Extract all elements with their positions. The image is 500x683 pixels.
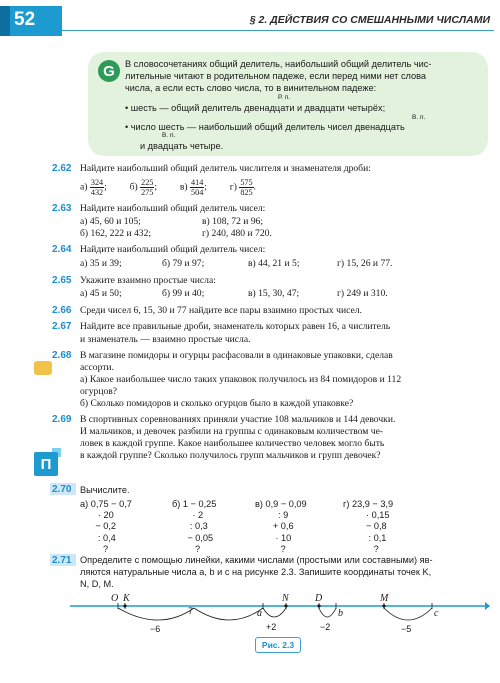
problem-2-70-a: а) 0,75 − 0,7 · 20 − 0,2 : 0,4 ? (80, 499, 132, 554)
arc-label-minus-5: −5 (401, 624, 412, 634)
label-o: O (111, 593, 119, 604)
point-k (123, 604, 126, 607)
figure-caption: Рис. 2.3 (255, 637, 301, 653)
problem-number-2-71: 2.71 (52, 555, 72, 566)
problem-2-63-text: Найдите наибольший общий делитель чисел: (80, 203, 266, 214)
problem-2-71-line-2: ляются натуральные числа a, b и c на рисунке 2.3. Запишите координаты точек K, (80, 567, 432, 577)
rule-line-6: и двадцать четыре. (140, 141, 224, 151)
rule-line-5: • число шесть — наибольший общий делитель чисел двенадцать (125, 122, 405, 132)
problem-2-67-line-2: и знаменатель — взаимно простые числа. (80, 334, 251, 345)
case-mark-2: В. п. (412, 114, 426, 121)
problem-number-2-65: 2.65 (52, 275, 72, 286)
section-title: § 2. ДЕЙСТВИЯ СО СМЕШАННЫМИ ЧИСЛАМИ (249, 14, 490, 26)
problem-2-71-line-1: Определите с помощью линейки, какими числами (простыми или составными) яв- (80, 555, 433, 565)
label-a: a (257, 608, 262, 619)
problem-number-2-66: 2.66 (52, 305, 72, 316)
case-mark-3: В. п. (162, 132, 176, 139)
problem-2-65-g: г) 249 и 310. (337, 288, 388, 299)
problem-2-62-fractions: а) $\frac{324}{432}$ ; б) $\frac{225}{275}$ ; в) $\frac{414}{504}$ ; г) $\frac{575}{825}$ . (80, 178, 257, 197)
case-mark-1: Р. п. (278, 94, 291, 101)
label-m: M (380, 593, 389, 604)
label-d: D (315, 593, 323, 604)
label-k: K (123, 593, 130, 604)
problem-2-68-line-5: б) Сколько помидоров и сколько огурцов было в каждой упаковке? (80, 398, 354, 409)
problem-2-64-a: а) 35 и 39; (80, 258, 122, 269)
label-b: b (338, 608, 343, 619)
problem-2-68-line-4: огурцов? (80, 386, 118, 397)
problem-2-65-text: Укажите взаимно простые числа: (80, 275, 216, 286)
rule-g-icon: G (98, 60, 120, 82)
problem-number-2-67: 2.67 (52, 321, 72, 332)
problem-2-68-line-3: а) Какое наибольшее число таких упаковок получилось из 84 помидоров и 112 (80, 374, 402, 385)
problem-2-65-a: а) 45 и 50; (80, 288, 122, 299)
problem-2-69-line-2: И мальчиков, и девочек разбили на группы с одинаковым количеством че- (80, 426, 384, 437)
problem-2-69-line-3: ловек в каждой группе. Какое наибольшее количество человек могло быть (80, 438, 385, 449)
problem-2-63-v: в) 108, 72 и 96; (202, 216, 264, 227)
problem-2-64-g: г) 15, 26 и 77. (337, 258, 393, 269)
problem-2-70-v: в) 0,9 − 0,09 : 9 + 0,6 · 10 ? (255, 499, 307, 554)
point-n (284, 604, 287, 607)
rule-line-4: • шесть — общий делитель двенадцати и двадцати четырёх; (125, 103, 386, 113)
problem-number-2-68: 2.68 (52, 350, 72, 361)
axis-arrow-icon (485, 602, 490, 610)
problem-2-68-line-1: В магазине помидоры и огурцы расфасовали в одинаковые упаковки, сделав (80, 350, 393, 361)
problem-number-2-64: 2.64 (52, 244, 72, 255)
problem-2-69-line-1: В спортивных соревнованиях приняли участие 108 мальчиков и 144 девочки. (80, 414, 396, 425)
arc-minus-6 (118, 608, 194, 620)
problem-2-62-text: Найдите наибольший общий делитель числителя и знаменателя дроби: (80, 163, 371, 174)
problem-2-64-text: Найдите наибольший общий делитель чисел: (80, 244, 266, 255)
arc-minus-5 (384, 608, 432, 620)
problem-number-2-63: 2.63 (52, 203, 72, 214)
arc-plus-2 (263, 608, 286, 617)
problem-2-66-text: Среди чисел 6, 15, 30 и 77 найдите все пары взаимно простых чисел. (80, 305, 362, 316)
problem-2-64-v: в) 44, 21 и 5; (248, 258, 300, 269)
problem-2-67-line-1: Найдите все правильные дроби, знаменатель которых равен 16, а числитель (80, 321, 391, 332)
problem-2-70-b: б) 1 − 0,25 · 2 : 0,3 − 0,05 ? (172, 499, 217, 554)
number-line-figure (70, 592, 490, 636)
header-rule (62, 30, 494, 31)
problem-2-70-text: Вычислите. (80, 485, 130, 495)
problem-number-2-62: 2.62 (52, 163, 72, 174)
point-d (317, 604, 320, 607)
rule-line-3: числа, а если есть слово числа, то в винительном падеже: (125, 83, 377, 93)
arc-label-plus-2: +2 (266, 622, 277, 632)
problem-2-63-a: а) 45, 60 и 105; (80, 216, 141, 227)
arc-label-minus-6: −6 (150, 624, 161, 634)
page-tab-edge (0, 6, 10, 36)
badge-p-icon: П (34, 452, 58, 476)
problem-2-65-b: б) 99 и 40; (162, 288, 205, 299)
rule-line-2: лительные читают в родительном падеже, если перед ними нет слова (125, 71, 427, 81)
problem-2-68-line-2: ассорти. (80, 362, 114, 373)
arc-minus-2 (319, 608, 336, 617)
arc-label-minus-2: −2 (320, 622, 331, 632)
arc-plus-7 (194, 608, 263, 620)
problem-number-2-69: 2.69 (52, 414, 72, 425)
problem-2-65-v: в) 15, 30, 47; (248, 288, 300, 299)
problem-2-71-line-3: N, D, M. (80, 579, 114, 589)
label-c: c (434, 608, 439, 619)
problem-2-69-line-4: в каждой группе? Сколько получилось групп мальчиков и групп девочек? (80, 450, 381, 461)
rule-line-1: В словосочетаниях общий делитель, наибольший общий делитель чис- (125, 59, 432, 69)
problem-2-63-b: б) 162, 222 и 432; (80, 228, 152, 239)
group-work-icon (34, 361, 52, 375)
point-m (382, 604, 385, 607)
problem-2-64-b: б) 79 и 97; (162, 258, 205, 269)
label-n: N (282, 593, 289, 604)
arc-label-7: 7 (188, 606, 194, 616)
problem-number-2-70: 2.70 (52, 484, 72, 495)
problem-2-63-g: г) 240, 480 и 720. (202, 228, 272, 239)
page-number: 52 (14, 9, 36, 30)
problem-2-70-g: г) 23,9 − 3,9 · 0,15 − 0,8 : 0,1 ? (343, 499, 394, 554)
